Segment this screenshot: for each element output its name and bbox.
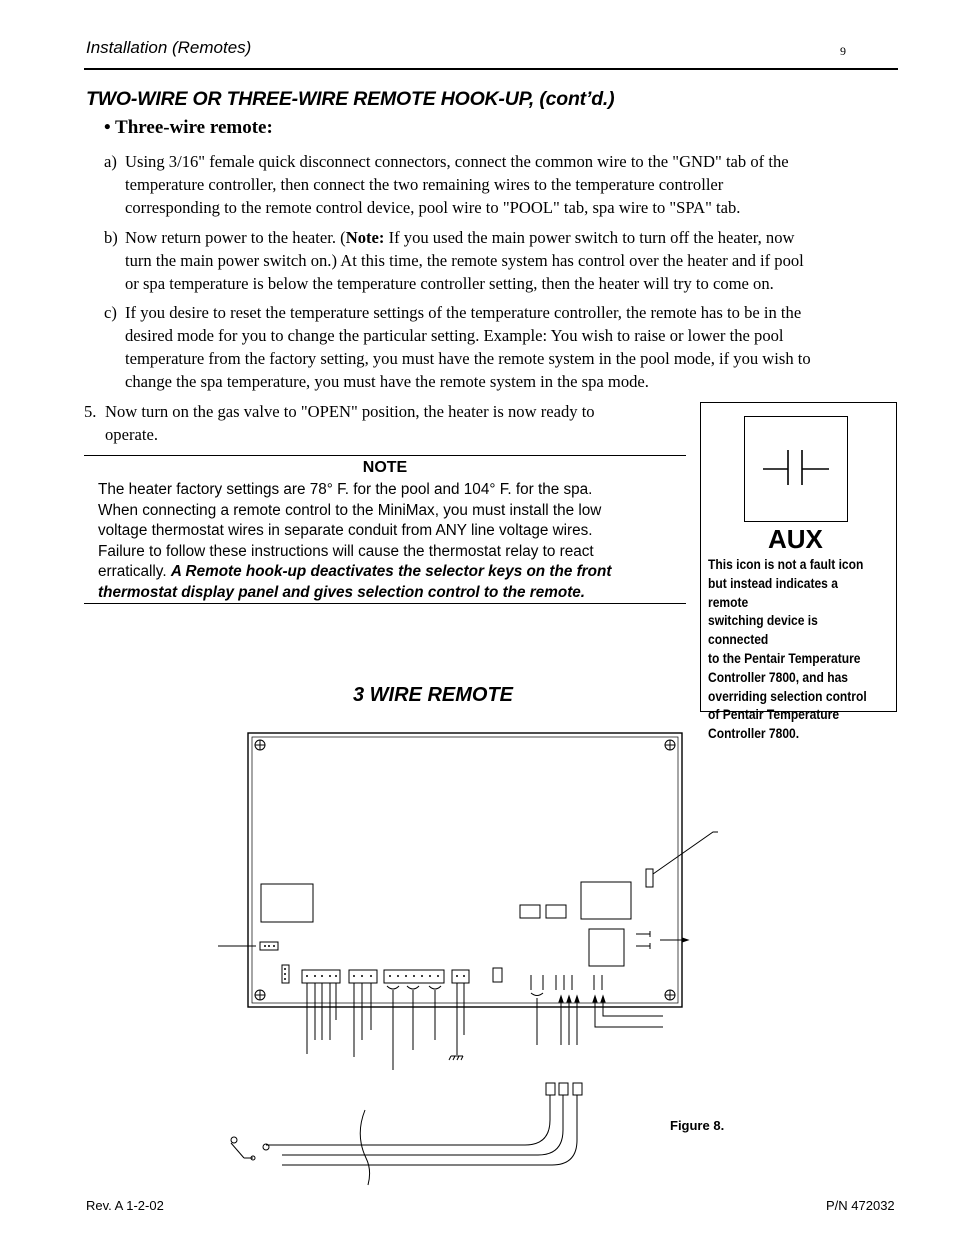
text-line: This icon is not a fault icon [708, 557, 864, 572]
text-run: Now return power to the heater. ( [125, 228, 346, 247]
text-line: Now turn on the gas valve to "OPEN" position, the heater is now ready to [105, 402, 595, 421]
footer-revision: Rev. A 1-2-02 [86, 1198, 164, 1213]
mounting-holes [255, 740, 675, 1000]
text-line: to the Pentair Temperature [708, 650, 861, 666]
text-line: corresponding to the remote control device, pool wire to "POOL" tab, spa wire to "SPA" tab. [125, 198, 741, 217]
aux-label: AUX [768, 524, 823, 554]
item-label: 5. [84, 402, 97, 421]
item-label: b) [104, 228, 118, 247]
note-keyword: Note: [345, 228, 385, 247]
text-line: Failure to follow these instructions will cause the thermostat relay to react [98, 542, 594, 560]
remote-cable [266, 1083, 582, 1185]
text-line: but instead indicates a remote [708, 575, 838, 610]
wire-arcs [387, 986, 543, 996]
note-heading: NOTE [362, 459, 408, 476]
text-line: of Pentair Temperature [708, 707, 840, 723]
footer-part-number: P/N 472032 [826, 1198, 895, 1213]
text-line: change the spa temperature, you must have the remote system in the spa mode. [125, 372, 649, 391]
subheading-three-wire: • Three-wire remote: [104, 117, 273, 138]
text-line: temperature from the factory setting, you must have the remote system in the pool mode, if you wish to [125, 349, 811, 368]
terminal-strip-4 [452, 970, 469, 983]
relay-block-small [589, 929, 624, 966]
text-line: voltage thermostat wires in separate conduit from ANY line voltage wires. [98, 522, 593, 540]
text-line: operate. [105, 425, 158, 444]
text-line: temperature controller, then connect the two remaining wires to the temperature controller [125, 175, 724, 194]
fuse-component [646, 869, 653, 887]
text-line: overriding selection control [708, 688, 867, 704]
text-line: Controller 7800. [708, 726, 800, 742]
text-line: Using 3/16" female quick disconnect connectors, connect the common wire to the "GND" tab of the [125, 152, 789, 171]
diagram-title: 3 WIRE REMOTE [353, 684, 514, 706]
text-line: When connecting a remote control to the MiniMax, you must install the low [98, 501, 602, 519]
jumper-header-2 [546, 905, 566, 918]
ground-symbol [449, 1056, 463, 1060]
terminal-pins [264, 945, 465, 980]
text-run: erratically. [98, 563, 171, 581]
text-line: turn the main power switch on.) At this time, the remote system has control over the heater and if pool [125, 251, 804, 270]
board-wires [307, 983, 464, 1070]
remote-switch [231, 1137, 269, 1160]
page-title: TWO-WIRE OR THREE-WIRE REMOTE HOOK-UP, (cont’d.) [86, 88, 615, 110]
text-line: or spa temperature is below the temperature controller setting, then the heater will try to come on. [125, 274, 774, 293]
jumper-header-1 [520, 905, 540, 918]
ground-terminal [493, 968, 502, 982]
item-label: a) [104, 152, 117, 171]
leader-line [653, 832, 718, 874]
text-line: If you desire to reset the temperature settings of the temperature controller, the remote has to be in the [125, 303, 802, 322]
quick-disconnect-tabs [531, 975, 663, 1045]
section-header: Installation (Remotes) [86, 38, 252, 57]
page-number: 9 [840, 44, 846, 58]
control-board-inner [252, 737, 678, 1003]
text-line: The heater factory settings are 78° F. for the pool and 104° F. for the spa. [98, 481, 593, 498]
text-line: Controller 7800, and has [708, 669, 848, 685]
text-line: desired mode for you to change the particular setting. Example: You wish to raise or lower the pool [125, 326, 784, 345]
transformer-block [261, 884, 313, 922]
text-line: switching device is connected [708, 613, 818, 648]
text-run: If you used the main power switch to turn off the heater, now [384, 228, 795, 247]
warning-emphasis: thermostat display panel and gives selection control to the remote. [98, 583, 586, 601]
relay-block [581, 882, 631, 919]
item-label: c) [104, 303, 117, 322]
figure-label: Figure 8. [670, 1118, 725, 1133]
warning-emphasis: A Remote hook-up deactivates the selector keys on the front [170, 563, 612, 581]
